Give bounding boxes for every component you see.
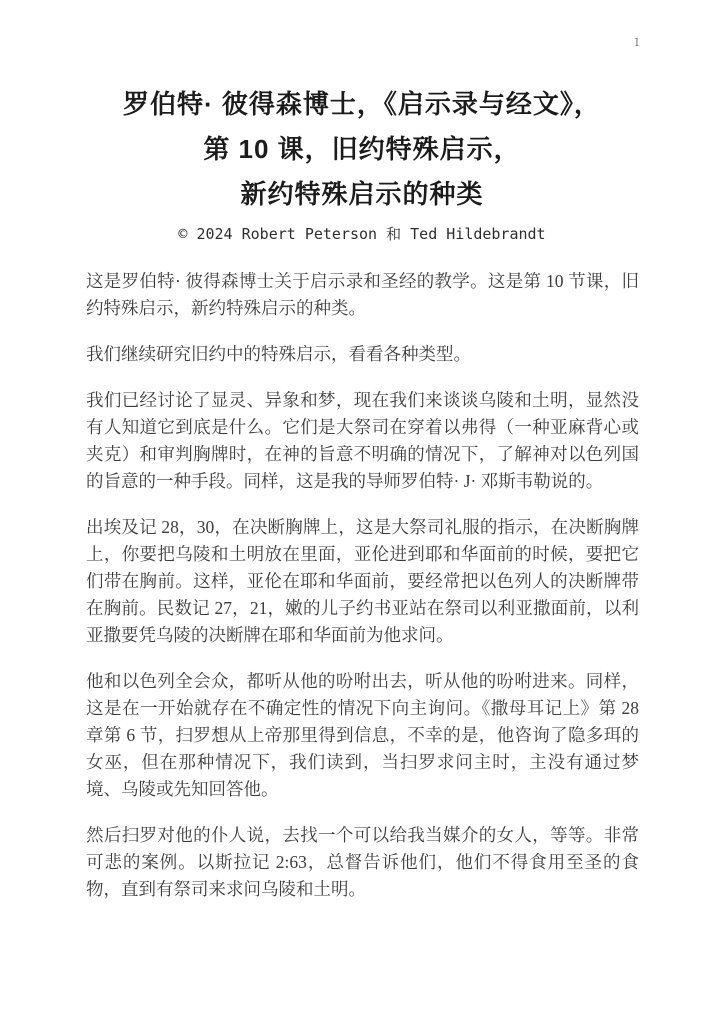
document-title-line-3: 新约特殊启示的种类 [240,179,484,209]
document-title [0,0,724,217]
paragraph-urim-thummim-intro: 我们已经讨论了显灵、异象和梦，现在我们来谈谈乌陵和土明，显然没有人知道它到底是什么。它们是大祭司在穿着以弗得（一种亚麻背心或夹克）和审判胸牌时，在神的旨意不明确的情况下，了解神对以色列国的旨意的一种手段。同样，这是我的导师罗伯特· J· 邓斯韦勒说的。 [86,390,639,491]
paragraph-samuel-saul: 他和以色列全会众，都听从他的吩咐出去，听从他的吩咐进来。同样，这是在一开始就存在不确定性的情况下向主询问。《撒母耳记上》第 28 章第 6 节，扫罗想从上帝那里得到信息，不幸的是，他咨询了隐多珥的女巫，但在那种情况下，我们读到，当扫罗求问主时，主没有通过梦境、乌陵或先知回答他。 [86,671,639,799]
copyright-line: © 2024 Robert Peterson 和 Ted Hildebrandt [178,225,546,243]
paragraph-intro: 这是罗伯特· 彼得森博士关于启示录和圣经的教学。这是第 10 节课，旧约特殊启示，新约特殊启示的种类。 [86,271,639,318]
document-title-line-1: 罗伯特· 彼得森博士，《启示录与经文》， [123,89,601,119]
document-body [86,268,639,903]
document-title-line-2: 第 10 课，旧约特殊启示， [203,134,521,164]
paragraph-saul-ezra: 然后扫罗对他的仆人说，去找一个可以给我当媒介的女人，等等。非常可悲的案例。以斯拉记 2:63，总督告诉他们，他们不得食用至圣的食物，直到有祭司来求问乌陵和土明。 [86,825,639,899]
page-number: 1 [633,34,640,49]
paragraph-exodus-numbers: 出埃及记 28，30，在决断胸牌上，这是大祭司礼服的指示，在决断胸牌上，你要把乌陵和土明放在里面，亚伦进到耶和华面前的时候，要把它们带在胸前。这样，亚伦在耶和华面前，要经常把以色列人的决断牌带在胸前。民数记 27，21，嫩的儿子约书亚站在祭司以利亚撒面前，以利亚撒要凭乌陵的决断牌在耶和华面前为他求问。 [86,517,639,645]
paragraph-continue-study: 我们继续研究旧约中的特殊启示，看看各种类型。 [86,344,471,364]
